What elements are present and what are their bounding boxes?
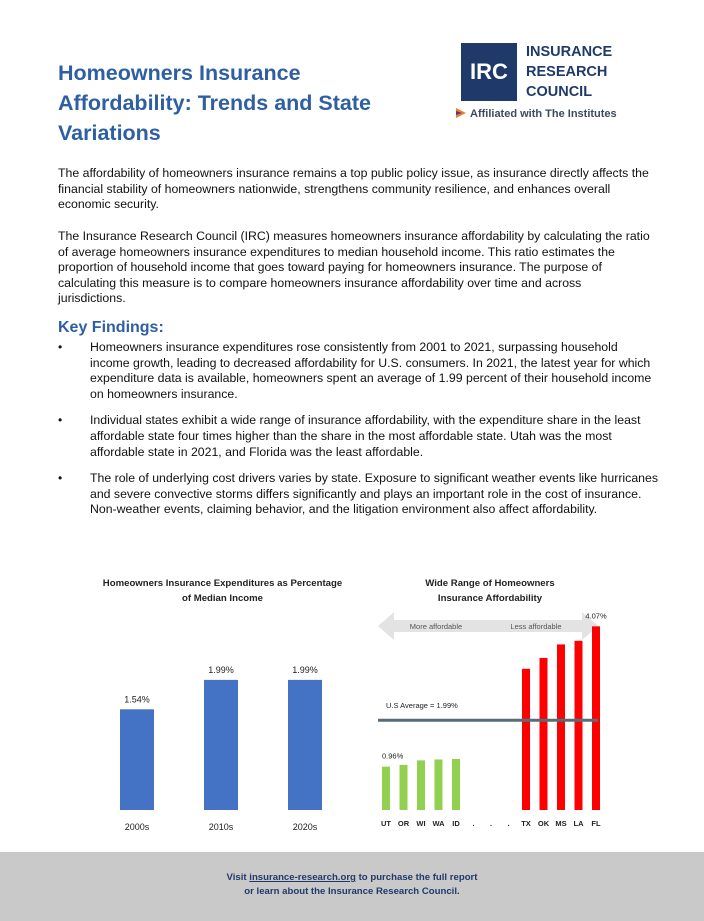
finding-text: Homeowners insurance expenditures rose consistently from 2001 to 2021, surpassing household income growth, leading to decreased affordability for U.S. consumers. In 2021, the latest year for which expenditure data is available, homeowners spent an average of 1.99 percent of their household income on homeowners insurance. — [90, 340, 652, 401]
bar-WI — [417, 760, 425, 810]
bar-2000s — [120, 709, 154, 810]
bullet-icon: • — [58, 413, 63, 428]
bar-UT — [382, 767, 390, 810]
data-label: 1.54% — [124, 694, 150, 705]
state-affordability-chart — [370, 610, 610, 840]
bar-MS — [557, 644, 565, 810]
x-tick-label: 2000s — [124, 822, 150, 832]
arrow-left-label: More affordable — [409, 622, 463, 631]
bullet-icon: • — [58, 340, 63, 354]
chart-1-title: Homeowners Insurance Expenditures as Percentage of Median Income — [102, 578, 343, 604]
bar-WA — [435, 759, 443, 810]
data-label: 4.07% — [585, 611, 607, 621]
website-link[interactable]: insurance-research.org — [249, 872, 356, 883]
finding-text: The role of underlying cost drivers varies by state. Exposure to significant weather events like hurricanes and severe convective storms differs significantly and plays an important role in the cost of insurance. Non-weather events, claiming behavior, and the litigation environment also affect affordability. — [90, 471, 658, 517]
bar-ID — [452, 759, 460, 810]
footer-visit: Visit — [226, 872, 247, 883]
footer-line-2: or learn about the Insurance Research Council. — [244, 886, 460, 897]
x-tick-label: ID — [452, 819, 460, 828]
intro-paragraph-2: The Insurance Research Council (IRC) measures homeowners insurance affordability by calculating the ratio of average homeowners insurance expenditures to median household income. This ratio estimates the proportion of household income that goes toward paying for homeowners insurance. The purpose of calculating this measure is to compare homeowners insurance affordability over time and across jurisdictions. — [58, 229, 650, 306]
footer-text — [0, 871, 704, 899]
key-findings-list — [58, 340, 658, 529]
bar-OK — [540, 658, 548, 810]
chart-2-title: Wide Range of Homeowners Insurance Affordability — [425, 578, 555, 604]
x-tick-label: . — [489, 819, 493, 828]
logo-line-3: COUNCIL — [526, 84, 593, 100]
x-tick-label: WA — [432, 819, 445, 828]
x-tick-label: FL — [591, 819, 601, 828]
data-label: 1.99% — [208, 664, 234, 675]
bar-2020s — [288, 680, 322, 810]
data-label: 0.96% — [382, 751, 404, 761]
list-item — [58, 413, 658, 460]
x-tick-label: OR — [397, 819, 410, 828]
irc-logo-mark: IRC — [461, 43, 517, 101]
arrow-right-label: Less affordable — [510, 622, 562, 631]
x-tick-label: . — [507, 819, 510, 828]
footer-line-1-rest: to purchase the full report — [358, 872, 478, 883]
data-label: 1.99% — [292, 664, 318, 675]
bar-TX — [522, 669, 530, 810]
bar-FL — [592, 626, 600, 810]
finding-text: Individual states exhibit a wide range of insurance affordability, with the expenditure share in the least affordable state four times higher than the share in the most affordable state. Utah was the most affordable state in 2021, and Florida was the least affordable. — [90, 413, 641, 459]
x-tick-label: . — [472, 819, 475, 828]
affiliation-text: Affiliated with The Institutes — [470, 108, 617, 120]
bar-OR — [400, 765, 408, 810]
list-item — [58, 471, 658, 518]
expenditure-share-chart — [90, 640, 360, 840]
bar-LA — [575, 641, 583, 810]
affiliation — [456, 108, 617, 120]
logo-line-2: RESEARCH — [526, 64, 608, 80]
x-tick-label: WI — [416, 819, 426, 828]
us-average-label: U.S Average = 1.99% — [386, 701, 458, 711]
x-tick-label: TX — [521, 819, 531, 828]
irc-logo — [456, 42, 656, 122]
irc-logo-name — [526, 42, 612, 102]
x-tick-label: 2010s — [208, 822, 234, 832]
x-tick-label: LA — [573, 819, 584, 828]
intro-paragraph-1: The affordability of homeowners insurance remains a top public policy issue, as insurance directly affects the financial stability of homeowners nationwide, strengthens community resilience, and enhances overall economic security. — [58, 166, 649, 212]
bar-2010s — [204, 680, 238, 810]
x-tick-label: OK — [537, 819, 550, 828]
key-findings-heading: Key Findings: — [58, 319, 164, 336]
x-tick-label: UT — [381, 819, 391, 828]
page-title: Homeowners Insurance Affordability: Trends and State Variations — [58, 61, 371, 145]
list-item — [58, 340, 658, 402]
bullet-icon: • — [58, 471, 63, 486]
x-tick-label: MS — [555, 819, 567, 828]
footer — [0, 852, 704, 921]
logo-line-1: INSURANCE — [526, 44, 613, 60]
institutes-icon — [456, 108, 466, 118]
x-tick-label: 2020s — [292, 822, 318, 832]
